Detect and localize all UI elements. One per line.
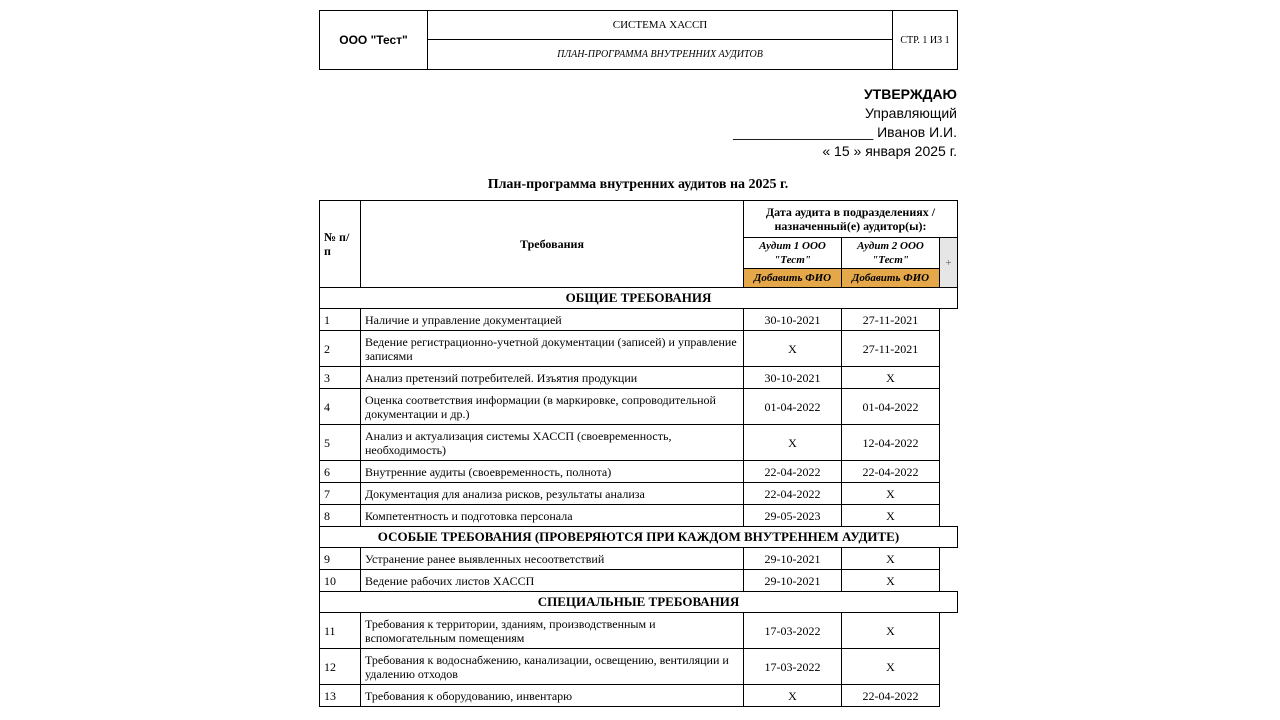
table-row	[320, 685, 958, 707]
requirement-text: Наличие и управление документацией	[361, 309, 744, 331]
auditor-column-1: Аудит 1 ООО "Тест"	[744, 238, 842, 269]
row-number: 4	[320, 389, 361, 425]
section-title: ОСОБЫЕ ТРЕБОВАНИЯ (ПРОВЕРЯЮТСЯ ПРИ КАЖДОМ ВНУТРЕННЕМ АУДИТЕ)	[320, 527, 958, 548]
audit-1-date: 29-05-2023	[744, 505, 842, 527]
audit-2-date: 27-11-2021	[842, 331, 940, 367]
audit-1-date: X	[744, 331, 842, 367]
audit-1-date: 30-10-2021	[744, 367, 842, 389]
add-fio-button[interactable]: Добавить ФИО	[744, 269, 842, 288]
audit-2-date: X	[842, 548, 940, 570]
add-fio-button[interactable]: Добавить ФИО	[842, 269, 940, 288]
row-number: 11	[320, 613, 361, 649]
row-number: 13	[320, 685, 361, 707]
empty-cell	[940, 367, 958, 389]
audit-2-date: X	[842, 505, 940, 527]
empty-cell	[940, 309, 958, 331]
row-number: 7	[320, 483, 361, 505]
page-counter: СТР. 1 ИЗ 1	[893, 11, 958, 70]
add-column-button[interactable]: +	[940, 238, 958, 288]
requirement-text: Требования к оборудованию, инвентарю	[361, 685, 744, 707]
row-number: 10	[320, 570, 361, 592]
audit-2-date: X	[842, 367, 940, 389]
approval-block	[319, 85, 957, 161]
requirement-text: Анализ претензий потребителей. Изъятия продукции	[361, 367, 744, 389]
audit-1-date: 29-10-2021	[744, 570, 842, 592]
document-header	[319, 10, 958, 70]
audit-1-date: 17-03-2022	[744, 649, 842, 685]
table-row	[320, 309, 958, 331]
audit-2-date: 22-04-2022	[842, 461, 940, 483]
audit-1-date: 22-04-2022	[744, 483, 842, 505]
table-row	[320, 425, 958, 461]
row-number: 8	[320, 505, 361, 527]
audit-1-date: 01-04-2022	[744, 389, 842, 425]
empty-cell	[940, 483, 958, 505]
empty-cell	[940, 570, 958, 592]
auditor-column-2: Аудит 2 ООО "Тест"	[842, 238, 940, 269]
requirement-text: Оценка соответствия информации (в маркировке, сопроводительной документации и др.)	[361, 389, 744, 425]
audit-1-date: 30-10-2021	[744, 309, 842, 331]
requirement-text: Внутренние аудиты (своевременность, полнота)	[361, 461, 744, 483]
row-number: 12	[320, 649, 361, 685]
section-row	[320, 527, 958, 548]
table-row	[320, 483, 958, 505]
requirement-text: Устранение ранее выявленных несоответствий	[361, 548, 744, 570]
table-row	[320, 461, 958, 483]
row-number: 3	[320, 367, 361, 389]
empty-cell	[940, 505, 958, 527]
empty-cell	[940, 331, 958, 367]
requirement-text: Компетентность и подготовка персонала	[361, 505, 744, 527]
audit-2-date: 22-04-2022	[842, 685, 940, 707]
company-name: ООО "Тест"	[320, 11, 428, 70]
document-page	[319, 10, 957, 707]
approval-position: Управляющий	[865, 105, 957, 121]
table-row	[320, 367, 958, 389]
audit-plan-table	[319, 200, 958, 707]
requirement-text: Анализ и актуализация системы ХАССП (своевременность, необходимость)	[361, 425, 744, 461]
row-number: 5	[320, 425, 361, 461]
table-row	[320, 649, 958, 685]
section-row	[320, 592, 958, 613]
approval-title: УТВЕРЖДАЮ	[863, 86, 957, 102]
row-number: 9	[320, 548, 361, 570]
audit-1-date: 22-04-2022	[744, 461, 842, 483]
empty-cell	[940, 425, 958, 461]
empty-cell	[940, 649, 958, 685]
requirement-text: Документация для анализа рисков, результаты анализа	[361, 483, 744, 505]
table-row	[320, 331, 958, 367]
row-number: 2	[320, 331, 361, 367]
audit-2-date: X	[842, 570, 940, 592]
audit-2-date: X	[842, 613, 940, 649]
plan-title: План-программа внутренних аудитов на 2025 г.	[487, 177, 789, 192]
requirement-text: Ведение регистрационно-учетной документации (записей) и управление записями	[361, 331, 744, 367]
section-row	[320, 288, 958, 309]
audit-2-date: X	[842, 483, 940, 505]
empty-cell	[940, 685, 958, 707]
requirement-text: Требования к территории, зданиям, производственным и вспомогательным помещениям	[361, 613, 744, 649]
row-number: 1	[320, 309, 361, 331]
section-title: ОБЩИЕ ТРЕБОВАНИЯ	[320, 288, 958, 309]
column-header-number: № п/п	[320, 201, 361, 288]
empty-cell	[940, 389, 958, 425]
table-row	[320, 505, 958, 527]
audit-1-date: 29-10-2021	[744, 548, 842, 570]
audit-1-date: 17-03-2022	[744, 613, 842, 649]
approval-date: « 15 » января 2025 г.	[822, 143, 957, 159]
empty-cell	[940, 461, 958, 483]
system-name: СИСТЕМА ХАССП	[428, 11, 893, 40]
empty-cell	[940, 548, 958, 570]
empty-cell	[940, 613, 958, 649]
column-header-audit-dates: Дата аудита в подразделениях / назначенный(е) аудитор(ы):	[744, 201, 958, 238]
document-subtitle: ПЛАН-ПРОГРАММА ВНУТРЕННИХ АУДИТОВ	[428, 40, 893, 70]
requirement-text: Ведение рабочих листов ХАССП	[361, 570, 744, 592]
audit-2-date: 27-11-2021	[842, 309, 940, 331]
row-number: 6	[320, 461, 361, 483]
table-row	[320, 548, 958, 570]
column-header-requirements: Требования	[361, 201, 744, 288]
requirement-text: Требования к водоснабжению, канализации, освещению, вентиляции и удалению отходов	[361, 649, 744, 685]
approval-signature: __________________ Иванов И.И.	[733, 124, 957, 140]
table-row	[320, 389, 958, 425]
table-row	[320, 570, 958, 592]
audit-2-date: 01-04-2022	[842, 389, 940, 425]
audit-1-date: X	[744, 425, 842, 461]
audit-2-date: X	[842, 649, 940, 685]
audit-2-date: 12-04-2022	[842, 425, 940, 461]
audit-1-date: X	[744, 685, 842, 707]
table-row	[320, 613, 958, 649]
audit-table-body	[320, 288, 958, 707]
section-title: СПЕЦИАЛЬНЫЕ ТРЕБОВАНИЯ	[320, 592, 958, 613]
